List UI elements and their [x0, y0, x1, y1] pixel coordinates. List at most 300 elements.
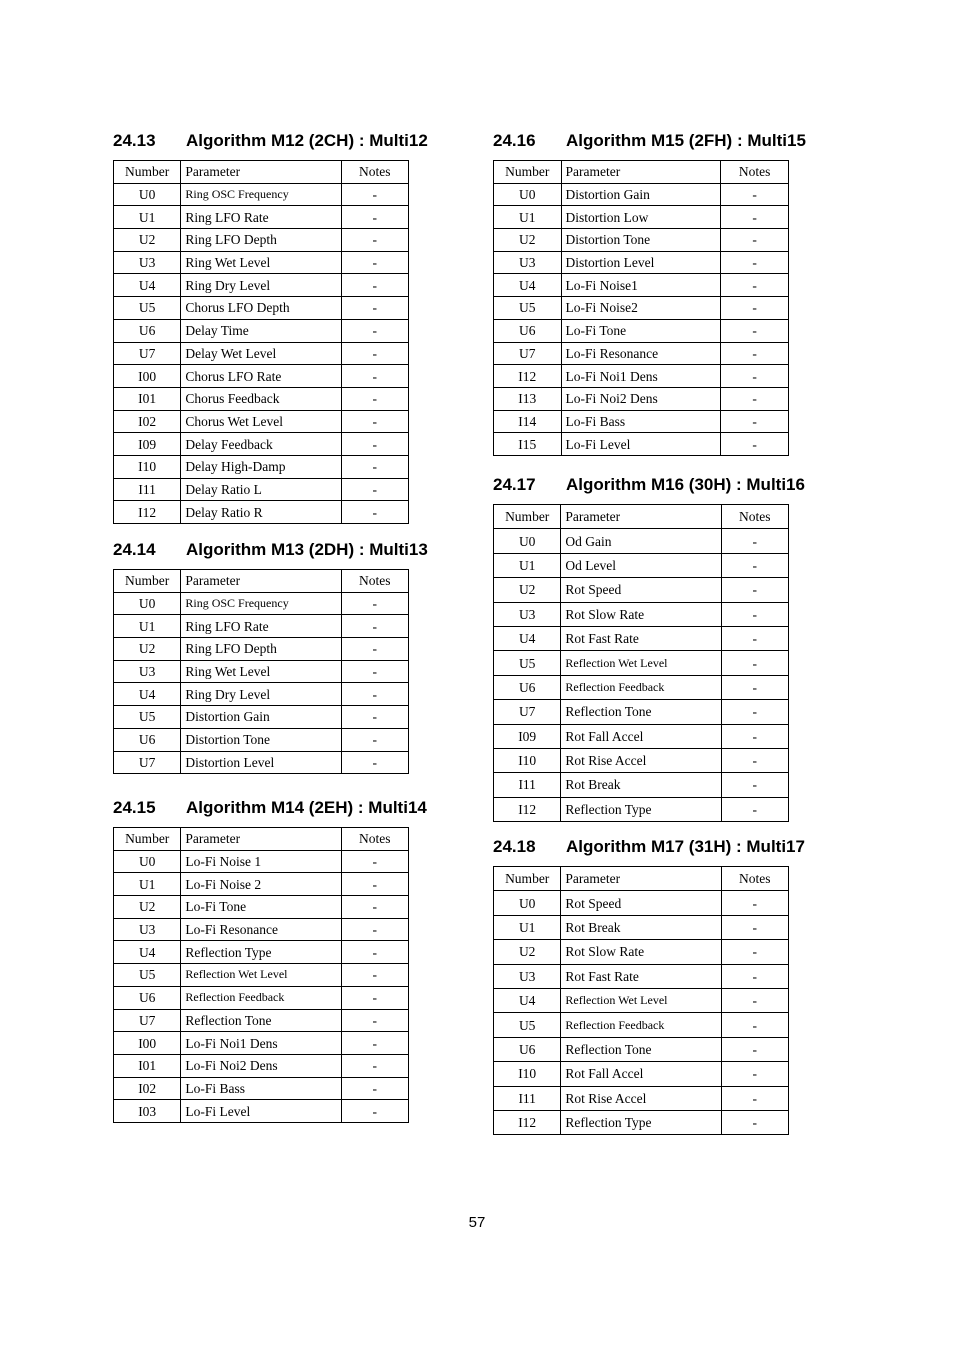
table-row [114, 986, 409, 1009]
cell-notes: - [341, 455, 408, 478]
section-24-17 [493, 473, 805, 822]
cell-number: I09 [114, 433, 181, 456]
cell-notes: - [721, 1110, 788, 1134]
table-header-row [114, 570, 409, 593]
cell-number: I11 [114, 478, 181, 501]
page-number: 57 [468, 1214, 486, 1231]
table-row [114, 896, 409, 919]
table-row [494, 1062, 789, 1086]
cell-notes: - [721, 1037, 788, 1061]
column-header-number: Number [114, 161, 181, 184]
cell-parameter: Reflection Feedback [561, 675, 721, 699]
cell-number: I12 [494, 797, 561, 821]
cell-number: I01 [114, 387, 181, 410]
column-header-number: Number [494, 505, 561, 529]
cell-notes: - [341, 229, 408, 252]
cell-number: U6 [494, 1037, 561, 1061]
cell-notes: - [341, 274, 408, 297]
cell-parameter: Lo-Fi Noi2 Dens [181, 1054, 341, 1077]
cell-notes: - [341, 501, 408, 524]
cell-parameter: Lo-Fi Tone [561, 319, 721, 342]
cell-notes: - [341, 365, 408, 388]
cell-notes: - [341, 683, 408, 706]
cell-parameter: Distortion Gain [181, 706, 341, 729]
cell-parameter: Rot Fall Accel [561, 724, 721, 748]
cell-notes: - [341, 850, 408, 873]
table-row [114, 183, 409, 206]
cell-parameter: Rot Rise Accel [561, 1086, 721, 1110]
table-row [114, 365, 409, 388]
cell-number: I02 [114, 410, 181, 433]
table-row [494, 651, 789, 675]
table-row [114, 964, 409, 987]
cell-parameter: Distortion Level [561, 251, 721, 274]
cell-number: I13 [494, 387, 562, 410]
table-row [494, 1110, 789, 1134]
cell-notes: - [721, 964, 788, 988]
cell-number: U5 [114, 964, 181, 987]
parameter-table [493, 866, 789, 1135]
cell-notes: - [721, 988, 788, 1012]
cell-number: U0 [114, 850, 181, 873]
table-row [114, 501, 409, 524]
column-header-notes: Notes [721, 505, 788, 529]
cell-number: U2 [494, 578, 561, 602]
cell-notes: - [721, 724, 788, 748]
cell-notes: - [721, 915, 788, 939]
table-row [494, 578, 789, 602]
cell-parameter: Chorus LFO Depth [181, 297, 341, 320]
cell-parameter: Reflection Type [561, 797, 721, 821]
cell-number: U7 [114, 342, 181, 365]
column-header-notes: Notes [721, 867, 788, 891]
cell-notes: - [721, 206, 789, 229]
cell-notes: - [721, 365, 789, 388]
table-row [494, 206, 789, 229]
cell-number: U3 [114, 660, 181, 683]
table-row [494, 433, 789, 456]
table-row [114, 615, 409, 638]
cell-parameter: Lo-Fi Resonance [561, 342, 721, 365]
section-24-13 [113, 129, 428, 524]
cell-parameter: Distortion Tone [181, 728, 341, 751]
table-row [494, 602, 789, 626]
table-row [494, 229, 789, 252]
table-row [114, 319, 409, 342]
section-24-18 [493, 835, 805, 1135]
table-row [114, 478, 409, 501]
cell-number: U7 [494, 342, 562, 365]
cell-number: I10 [494, 748, 561, 772]
cell-notes: - [721, 251, 789, 274]
section-heading [113, 129, 428, 153]
parameter-table [113, 569, 409, 774]
cell-notes: - [341, 342, 408, 365]
cell-notes: - [341, 1009, 408, 1032]
cell-number: I00 [114, 365, 181, 388]
cell-number: U1 [114, 615, 181, 638]
cell-parameter: Distortion Gain [561, 183, 721, 206]
cell-number: U3 [494, 602, 561, 626]
table-row [494, 553, 789, 577]
cell-parameter: Lo-Fi Level [561, 433, 721, 456]
section-heading [113, 796, 427, 820]
cell-parameter: Ring LFO Rate [181, 206, 341, 229]
section-number: 24.18 [493, 837, 536, 856]
cell-number: U7 [114, 751, 181, 774]
cell-parameter: Rot Slow Rate [561, 602, 721, 626]
table-row [114, 251, 409, 274]
cell-number: U0 [494, 183, 562, 206]
table-row [494, 891, 789, 915]
cell-number: U2 [494, 229, 562, 252]
cell-parameter: Rot Fall Accel [561, 1062, 721, 1086]
table-row [494, 940, 789, 964]
cell-parameter: Lo-Fi Noi1 Dens [561, 365, 721, 388]
cell-number: U6 [494, 319, 562, 342]
table-row [114, 638, 409, 661]
section-number: 24.16 [493, 131, 536, 150]
cell-number: U6 [494, 675, 561, 699]
cell-parameter: Delay High-Damp [181, 455, 341, 478]
cell-number: U4 [114, 274, 181, 297]
section-number: 24.15 [113, 798, 156, 817]
cell-parameter: Rot Fast Rate [561, 964, 721, 988]
cell-notes: - [721, 183, 789, 206]
cell-parameter: Rot Fast Rate [561, 626, 721, 650]
cell-parameter: Distortion Tone [561, 229, 721, 252]
column-header-number: Number [114, 828, 181, 851]
cell-number: I03 [114, 1100, 181, 1123]
cell-parameter: Lo-Fi Tone [181, 896, 341, 919]
cell-notes: - [721, 797, 788, 821]
table-row [494, 1013, 789, 1037]
column-header-number: Number [494, 161, 562, 184]
table-row [114, 1032, 409, 1055]
cell-parameter: Lo-Fi Noi2 Dens [561, 387, 721, 410]
table-row [114, 274, 409, 297]
table-row [494, 748, 789, 772]
cell-parameter: Ring LFO Depth [181, 638, 341, 661]
column-header-parameter: Parameter [561, 867, 721, 891]
cell-number: U2 [114, 638, 181, 661]
cell-notes: - [341, 638, 408, 661]
cell-notes: - [721, 553, 788, 577]
table-row [494, 988, 789, 1012]
cell-notes: - [341, 941, 408, 964]
cell-number: U3 [114, 251, 181, 274]
section-title: Algorithm M16 (30H) : Multi16 [566, 475, 805, 494]
cell-parameter: Lo-Fi Noise 2 [181, 873, 341, 896]
section-24-15 [113, 796, 427, 1123]
cell-number: I15 [494, 433, 562, 456]
table-row [114, 706, 409, 729]
cell-parameter: Rot Speed [561, 891, 721, 915]
table-row [114, 1100, 409, 1123]
cell-number: U3 [494, 964, 561, 988]
cell-parameter: Od Gain [561, 529, 721, 553]
cell-parameter: Delay Ratio R [181, 501, 341, 524]
table-row [494, 410, 789, 433]
parameter-table [493, 504, 789, 822]
cell-number: U7 [114, 1009, 181, 1032]
cell-parameter: Ring OSC Frequency [181, 592, 341, 615]
column-header-notes: Notes [341, 161, 408, 184]
cell-notes: - [721, 675, 788, 699]
cell-number: U4 [494, 988, 561, 1012]
cell-parameter: Reflection Tone [181, 1009, 341, 1032]
cell-notes: - [341, 660, 408, 683]
cell-number: I00 [114, 1032, 181, 1055]
table-row [494, 183, 789, 206]
cell-notes: - [341, 1032, 408, 1055]
cell-parameter: Rot Rise Accel [561, 748, 721, 772]
cell-notes: - [721, 229, 789, 252]
column-header-notes: Notes [341, 828, 408, 851]
cell-number: U5 [494, 297, 562, 320]
cell-notes: - [341, 896, 408, 919]
cell-notes: - [721, 387, 789, 410]
cell-parameter: Reflection Wet Level [181, 964, 341, 987]
table-row [114, 592, 409, 615]
cell-parameter: Od Level [561, 553, 721, 577]
cell-notes: - [341, 387, 408, 410]
table-row [114, 941, 409, 964]
column-header-notes: Notes [341, 570, 408, 593]
section-24-16 [493, 129, 806, 456]
section-title: Algorithm M15 (2FH) : Multi15 [566, 131, 806, 150]
cell-notes: - [721, 410, 789, 433]
cell-number: U0 [494, 891, 561, 915]
table-row [494, 675, 789, 699]
table-row [114, 1054, 409, 1077]
cell-parameter: Ring LFO Depth [181, 229, 341, 252]
cell-notes: - [721, 626, 788, 650]
cell-number: U4 [494, 274, 562, 297]
table-row [494, 1086, 789, 1110]
table-row [114, 850, 409, 873]
cell-number: U5 [114, 297, 181, 320]
cell-notes: - [341, 1054, 408, 1077]
cell-number: U1 [494, 915, 561, 939]
cell-notes: - [341, 918, 408, 941]
table-row [494, 724, 789, 748]
table-row [494, 387, 789, 410]
cell-parameter: Rot Speed [561, 578, 721, 602]
table-row [494, 700, 789, 724]
cell-notes: - [341, 206, 408, 229]
cell-notes: - [721, 319, 789, 342]
table-row [114, 229, 409, 252]
cell-parameter: Delay Time [181, 319, 341, 342]
table-row [494, 274, 789, 297]
cell-notes: - [341, 592, 408, 615]
cell-number: U0 [494, 529, 561, 553]
cell-notes: - [341, 410, 408, 433]
table-row [494, 797, 789, 821]
column-header-parameter: Parameter [561, 505, 721, 529]
cell-number: U7 [494, 700, 561, 724]
table-row [494, 342, 789, 365]
cell-notes: - [721, 940, 788, 964]
cell-notes: - [341, 1077, 408, 1100]
section-title: Algorithm M17 (31H) : Multi17 [566, 837, 805, 856]
table-row [494, 529, 789, 553]
cell-number: U2 [114, 229, 181, 252]
cell-number: I14 [494, 410, 562, 433]
cell-parameter: Lo-Fi Bass [561, 410, 721, 433]
table-row [494, 1037, 789, 1061]
cell-parameter: Delay Wet Level [181, 342, 341, 365]
table-row [114, 387, 409, 410]
cell-parameter: Lo-Fi Bass [181, 1077, 341, 1100]
column-header-parameter: Parameter [181, 828, 341, 851]
cell-parameter: Rot Break [561, 773, 721, 797]
table-row [114, 1077, 409, 1100]
cell-notes: - [721, 433, 789, 456]
cell-number: I12 [494, 1110, 561, 1134]
parameter-table [493, 160, 789, 456]
cell-parameter: Ring Dry Level [181, 274, 341, 297]
cell-number: U5 [114, 706, 181, 729]
column-header-number: Number [114, 570, 181, 593]
cell-number: U6 [114, 319, 181, 342]
section-number: 24.17 [493, 475, 536, 494]
cell-notes: - [721, 274, 789, 297]
cell-parameter: Reflection Feedback [181, 986, 341, 1009]
cell-number: U3 [114, 918, 181, 941]
cell-notes: - [341, 433, 408, 456]
section-title: Algorithm M14 (2EH) : Multi14 [186, 798, 427, 817]
cell-number: U1 [114, 873, 181, 896]
cell-notes: - [721, 1013, 788, 1037]
cell-number: I11 [494, 1086, 561, 1110]
cell-parameter: Ring Dry Level [181, 683, 341, 706]
cell-number: I12 [494, 365, 562, 388]
column-header-parameter: Parameter [181, 570, 341, 593]
table-header-row [114, 828, 409, 851]
cell-parameter: Reflection Type [561, 1110, 721, 1134]
section-number: 24.13 [113, 131, 156, 150]
column-header-parameter: Parameter [181, 161, 341, 184]
cell-number: U4 [494, 626, 561, 650]
cell-notes: - [341, 986, 408, 1009]
section-title: Algorithm M12 (2CH) : Multi12 [186, 131, 428, 150]
cell-parameter: Chorus Wet Level [181, 410, 341, 433]
cell-number: U0 [114, 592, 181, 615]
table-header-row [494, 505, 789, 529]
cell-number: U1 [494, 553, 561, 577]
cell-number: I12 [114, 501, 181, 524]
cell-parameter: Rot Break [561, 915, 721, 939]
table-row [114, 433, 409, 456]
cell-parameter: Lo-Fi Noise1 [561, 274, 721, 297]
cell-parameter: Lo-Fi Level [181, 1100, 341, 1123]
cell-notes: - [341, 319, 408, 342]
cell-parameter: Lo-Fi Noi1 Dens [181, 1032, 341, 1055]
cell-notes: - [721, 1062, 788, 1086]
cell-parameter: Ring Wet Level [181, 660, 341, 683]
cell-parameter: Distortion Low [561, 206, 721, 229]
cell-parameter: Delay Feedback [181, 433, 341, 456]
table-row [114, 751, 409, 774]
section-heading [493, 129, 806, 153]
cell-parameter: Delay Ratio L [181, 478, 341, 501]
cell-parameter: Reflection Type [181, 941, 341, 964]
cell-notes: - [721, 297, 789, 320]
section-title: Algorithm M13 (2DH) : Multi13 [186, 540, 428, 559]
cell-notes: - [341, 478, 408, 501]
cell-parameter: Ring OSC Frequency [181, 183, 341, 206]
table-row [114, 206, 409, 229]
cell-notes: - [721, 891, 788, 915]
cell-number: U1 [494, 206, 562, 229]
cell-number: I02 [114, 1077, 181, 1100]
cell-parameter: Rot Slow Rate [561, 940, 721, 964]
table-header-row [494, 161, 789, 184]
cell-number: U5 [494, 651, 561, 675]
table-row [114, 1009, 409, 1032]
section-heading [493, 835, 805, 859]
column-header-parameter: Parameter [561, 161, 721, 184]
section-24-14 [113, 538, 428, 774]
cell-number: U4 [114, 683, 181, 706]
table-row [494, 365, 789, 388]
cell-notes: - [341, 751, 408, 774]
cell-notes: - [341, 964, 408, 987]
cell-notes: - [721, 602, 788, 626]
cell-parameter: Distortion Level [181, 751, 341, 774]
cell-notes: - [721, 773, 788, 797]
cell-parameter: Lo-Fi Noise2 [561, 297, 721, 320]
cell-notes: - [721, 700, 788, 724]
cell-number: I11 [494, 773, 561, 797]
table-row [114, 342, 409, 365]
cell-parameter: Lo-Fi Resonance [181, 918, 341, 941]
section-heading [493, 473, 805, 497]
cell-notes: - [341, 873, 408, 896]
cell-number: U3 [494, 251, 562, 274]
table-row [494, 964, 789, 988]
cell-notes: - [341, 728, 408, 751]
cell-parameter: Ring Wet Level [181, 251, 341, 274]
table-header-row [114, 161, 409, 184]
table-row [114, 660, 409, 683]
cell-number: I10 [114, 455, 181, 478]
cell-number: I10 [494, 1062, 561, 1086]
table-row [494, 773, 789, 797]
cell-number: U0 [114, 183, 181, 206]
cell-notes: - [721, 1086, 788, 1110]
cell-parameter: Chorus LFO Rate [181, 365, 341, 388]
cell-number: U1 [114, 206, 181, 229]
cell-notes: - [721, 651, 788, 675]
table-header-row [494, 867, 789, 891]
table-row [494, 915, 789, 939]
table-row [494, 251, 789, 274]
parameter-table [113, 827, 409, 1123]
table-row [494, 297, 789, 320]
column-header-number: Number [494, 867, 561, 891]
column-header-notes: Notes [721, 161, 789, 184]
table-row [114, 918, 409, 941]
cell-number: U6 [114, 986, 181, 1009]
cell-number: U4 [114, 941, 181, 964]
cell-parameter: Reflection Feedback [561, 1013, 721, 1037]
section-heading [113, 538, 428, 562]
cell-notes: - [721, 578, 788, 602]
cell-number: I01 [114, 1054, 181, 1077]
